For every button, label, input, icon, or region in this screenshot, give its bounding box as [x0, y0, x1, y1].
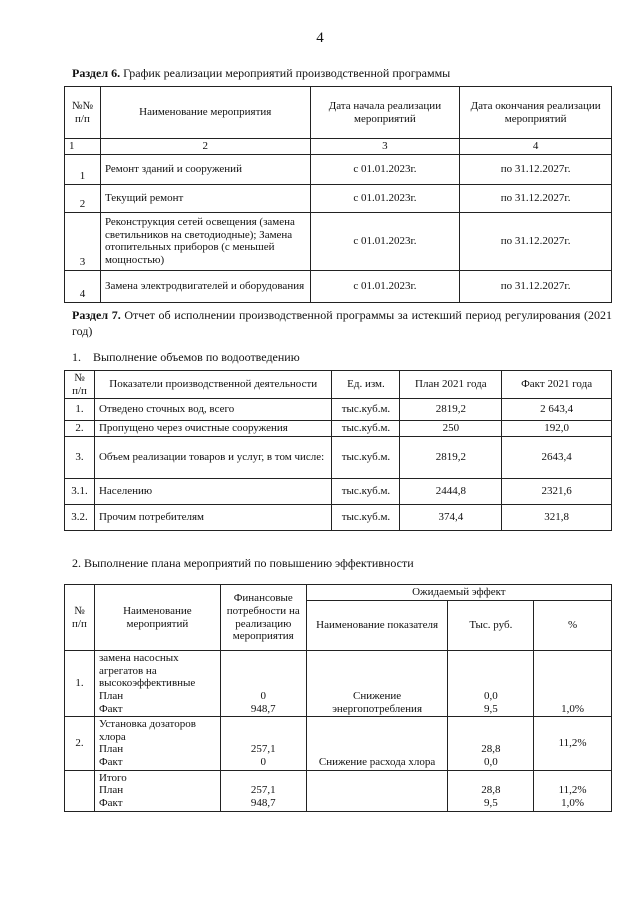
col-header-fact: Факт 2021 года	[502, 371, 612, 399]
col-header-end: Дата окончания реализации мероприятий	[460, 87, 612, 139]
schedule-table	[64, 86, 612, 303]
row-plan: 250	[400, 421, 502, 437]
row-fact: 2 643,4	[502, 399, 612, 421]
row-finance	[220, 651, 306, 717]
col-header-rub: Тыс. руб.	[448, 601, 534, 651]
row-fact-label: Факт	[98, 702, 123, 715]
row-rub	[448, 651, 534, 717]
table-row	[65, 651, 612, 717]
table-row	[65, 505, 612, 531]
row-name	[94, 770, 220, 811]
table-row	[65, 184, 612, 212]
finance-fact: 0	[260, 756, 267, 769]
row-name: Прочим потребителям	[94, 505, 332, 531]
row-num: 1.	[65, 399, 95, 421]
row-indicator: Снижение расхода хлора	[306, 717, 448, 771]
row-num: 3.1.	[65, 479, 95, 505]
col-header-unit: Ед. изм.	[332, 371, 400, 399]
row-fact: 321,8	[502, 505, 612, 531]
row-pct	[534, 770, 612, 811]
table-row	[65, 479, 612, 505]
efficiency-table	[64, 584, 612, 812]
row-name: Отведено сточных вод, всего	[94, 399, 332, 421]
col-header-num: № п/п	[65, 585, 95, 651]
rub-fact: 9,5	[483, 702, 498, 715]
row-num: 3	[65, 212, 101, 270]
row-name: Реконструкция сетей освещения (замена светильников на светодиодные); Замена отопительных приборов (с меньшей мощностью)	[100, 212, 310, 270]
col-header-pct: %	[534, 601, 612, 651]
row-start: с 01.01.2023г.	[310, 184, 460, 212]
row-fact-label: Факт	[98, 797, 123, 810]
col-header-num: № п/п	[65, 371, 95, 399]
row-end: по 31.12.2027г.	[460, 270, 612, 302]
table-row	[65, 399, 612, 421]
table2-caption: 2. Выполнение плана мероприятий по повышению эффективности	[72, 556, 414, 570]
row-name	[94, 651, 220, 717]
row-end: по 31.12.2027г.	[460, 154, 612, 184]
table-row-total	[65, 770, 612, 811]
row-plan: 374,4	[400, 505, 502, 531]
pct-fact: 1,0%	[561, 797, 585, 810]
col-number: 3	[310, 139, 460, 155]
finance-plan: 0	[260, 689, 267, 702]
row-start: с 01.01.2023г.	[310, 212, 460, 270]
row-num: 4	[65, 270, 101, 302]
row-name: Объем реализации товаров и услуг, в том числе:	[94, 437, 332, 479]
row-end: по 31.12.2027г.	[460, 212, 612, 270]
row-fact: 2321,6	[502, 479, 612, 505]
col-header-name: Наименование мероприятия	[100, 87, 310, 139]
rub-plan: 0,0	[483, 689, 498, 702]
row-finance	[220, 770, 306, 811]
table1-caption: 1. Выполнение объемов по водоотведению	[72, 350, 300, 364]
row-name-text: Итого	[98, 771, 127, 784]
row-indicator: Снижение энергопотребления	[306, 651, 448, 717]
row-plan: 2444,8	[400, 479, 502, 505]
table-row	[65, 270, 612, 302]
row-plan: 2819,2	[400, 399, 502, 421]
col-header-start: Дата начала реализации мероприятий	[310, 87, 460, 139]
col-number: 2	[100, 139, 310, 155]
section7-label: Раздел 7.	[72, 308, 121, 322]
col-header-name: Наименование мероприятий	[94, 585, 220, 651]
row-finance	[220, 717, 306, 771]
finance-fact: 948,7	[250, 797, 276, 810]
row-num: 3.	[65, 437, 95, 479]
row-plan: 2819,2	[400, 437, 502, 479]
table-row	[65, 437, 612, 479]
finance-fact: 948,7	[250, 702, 276, 715]
section6-label: Раздел 6.	[72, 66, 121, 80]
table-row	[65, 212, 612, 270]
row-unit: тыс.куб.м.	[332, 421, 400, 437]
row-unit: тыс.куб.м.	[332, 505, 400, 531]
table-row	[65, 154, 612, 184]
row-num	[65, 770, 95, 811]
finance-plan: 257,1	[250, 743, 276, 756]
row-plan-label: План	[98, 784, 124, 797]
section6-heading	[72, 66, 450, 81]
row-end: по 31.12.2027г.	[460, 184, 612, 212]
col-number: 1	[65, 139, 101, 155]
row-name: Пропущено через очистные сооружения	[94, 421, 332, 437]
row-indicator	[306, 770, 448, 811]
col-header-effect: Ожидаемый эффект	[306, 585, 611, 601]
page-number: 4	[316, 30, 324, 46]
row-name-text: Установка дозаторов хлора	[98, 718, 196, 743]
row-name: Ремонт зданий и сооружений	[100, 154, 310, 184]
section7-heading	[72, 308, 612, 339]
row-plan-label: План	[98, 743, 124, 756]
table-row	[65, 717, 612, 771]
col-number: 4	[460, 139, 612, 155]
rub-plan: 28,8	[481, 743, 501, 756]
col-header-plan: План 2021 года	[400, 371, 502, 399]
col-header-indicator: Показатели производственной деятельности	[94, 371, 332, 399]
row-num: 2	[65, 184, 101, 212]
col-header-num: №№ п/п	[65, 87, 101, 139]
row-unit: тыс.куб.м.	[332, 437, 400, 479]
row-plan-label: План	[98, 689, 124, 702]
row-fact: 192,0	[502, 421, 612, 437]
row-num: 2.	[65, 717, 95, 771]
row-unit: тыс.куб.м.	[332, 399, 400, 421]
section6-title: График реализации мероприятий производственной программы	[123, 66, 451, 80]
finance-plan: 257,1	[250, 784, 276, 797]
col-header-indicator: Наименование показателя	[306, 601, 448, 651]
row-fact-label: Факт	[98, 756, 123, 769]
wastewater-table	[64, 370, 612, 531]
row-unit: тыс.куб.м.	[332, 479, 400, 505]
row-start: с 01.01.2023г.	[310, 270, 460, 302]
row-name	[94, 717, 220, 771]
row-num: 1.	[65, 651, 95, 717]
col-header-finance: Финансовые потребности на реализацию мероприятия	[220, 585, 306, 651]
row-name: Населению	[94, 479, 332, 505]
pct-plan: 11,2%	[558, 784, 587, 797]
row-rub	[448, 770, 534, 811]
row-pct: 11,2%	[534, 717, 612, 771]
section7-title: Отчет об исполнении производственной программы за истекший период регулирования (2021 год)	[72, 308, 612, 338]
row-rub	[448, 717, 534, 771]
rub-fact: 9,5	[483, 797, 498, 810]
row-num: 1	[65, 154, 101, 184]
rub-fact: 0,0	[483, 756, 498, 769]
row-num: 3.2.	[65, 505, 95, 531]
row-fact: 2643,4	[502, 437, 612, 479]
row-num: 2.	[65, 421, 95, 437]
row-name: Текущий ремонт	[100, 184, 310, 212]
row-pct: 1,0%	[534, 651, 612, 717]
row-start: с 01.01.2023г.	[310, 154, 460, 184]
row-name: Замена электродвигателей и оборудования	[100, 270, 310, 302]
rub-plan: 28,8	[481, 784, 501, 797]
row-name-text: замена насосных агрегатов на высокоэффективные	[98, 652, 196, 690]
table-row	[65, 421, 612, 437]
